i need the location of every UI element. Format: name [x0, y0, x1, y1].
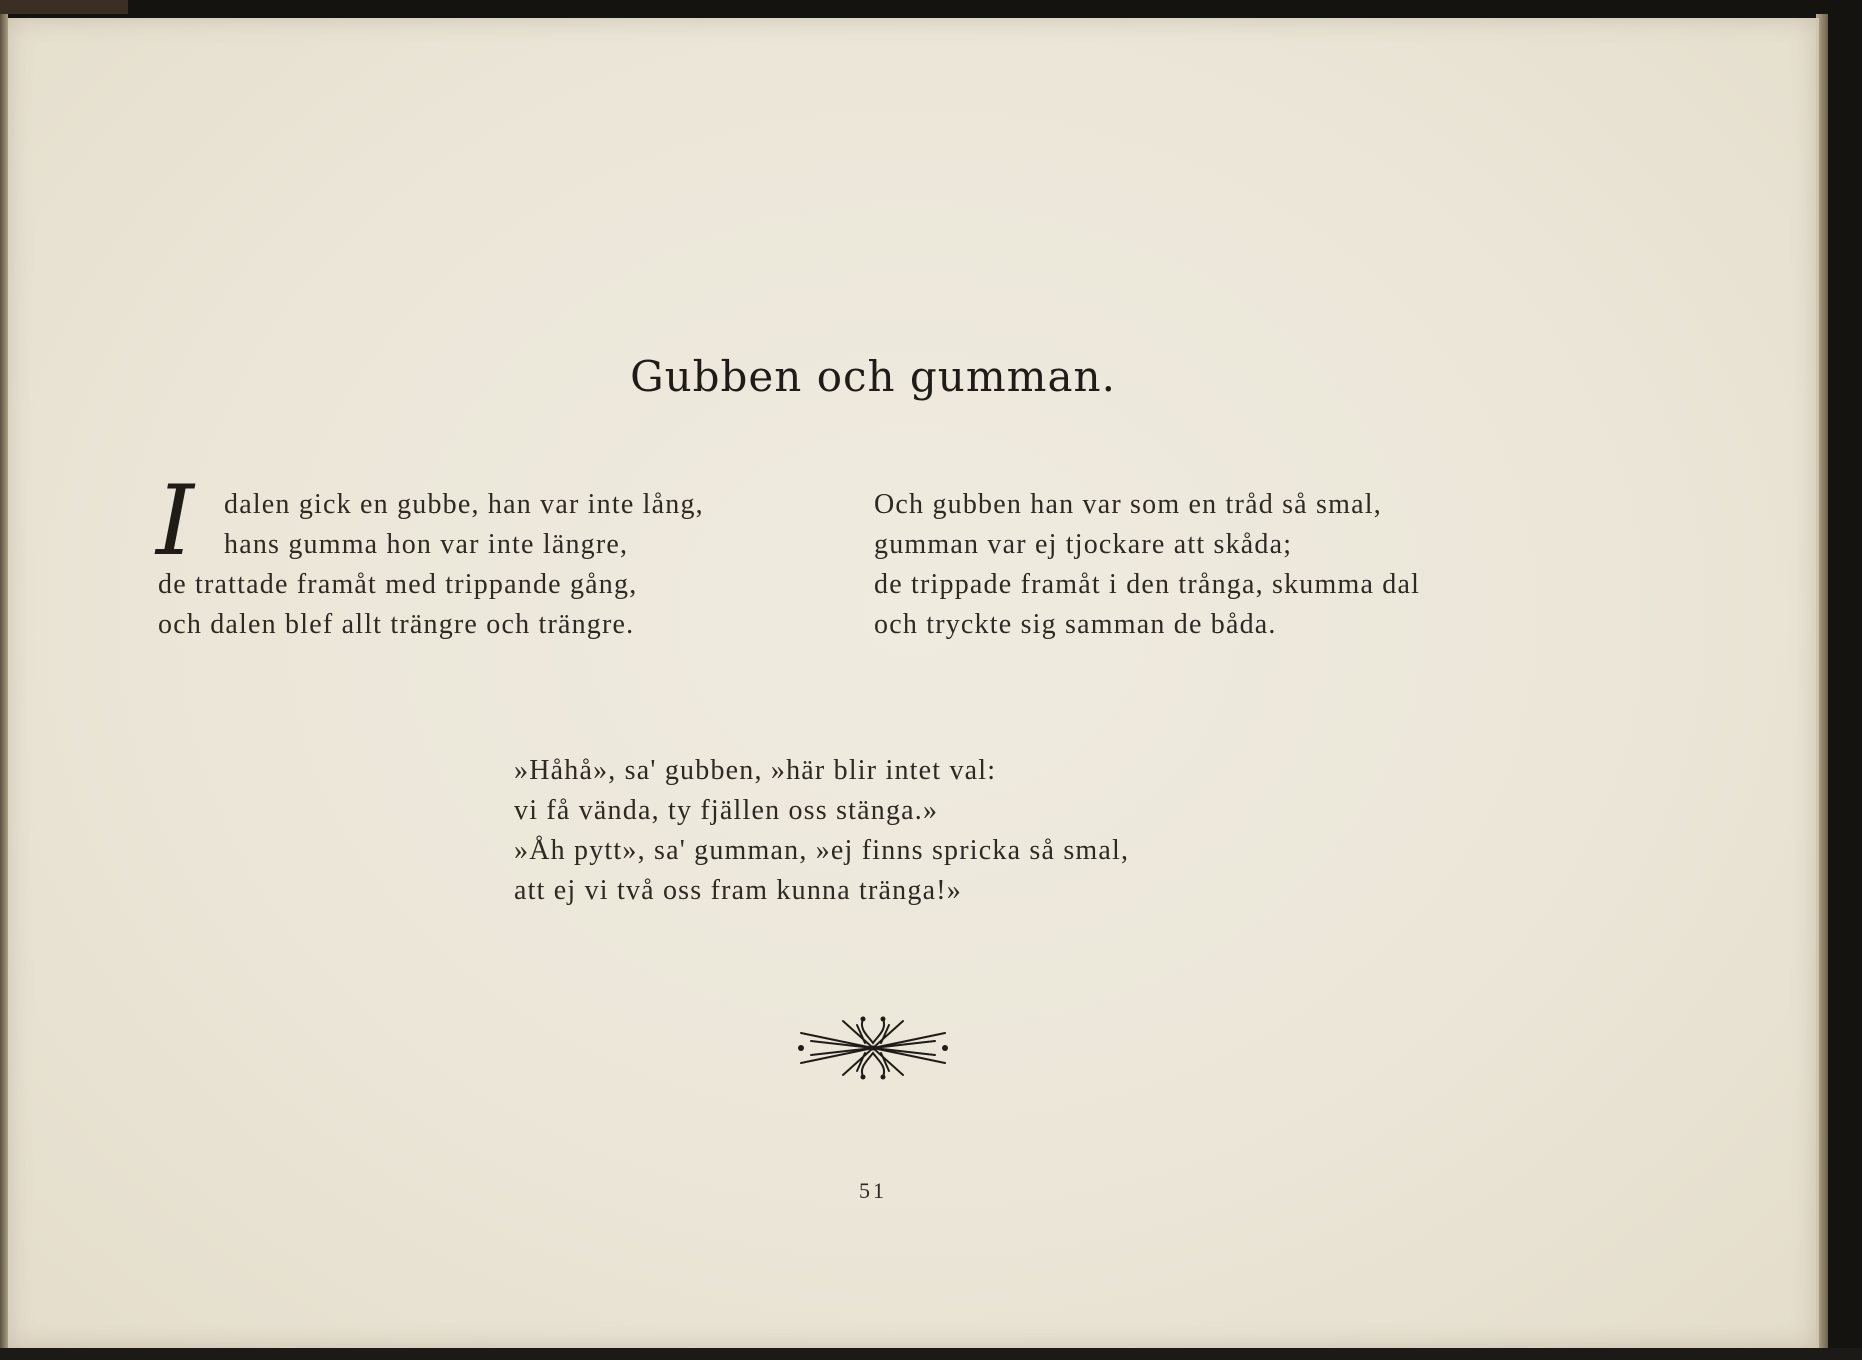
book-page: [8, 18, 1819, 1348]
drop-cap-initial: I: [156, 465, 196, 577]
stanza-3-line-4: att ej vi två oss fram kunna tränga!»: [514, 875, 962, 906]
stanza-2-line-1: Och gubben han var som en tråd så smal,: [874, 489, 1382, 520]
scan-bottom-edge: [0, 1348, 1862, 1360]
stanza-3-line-3: »Åh pytt», sa' gumman, »ej finns spricka så smal,: [514, 835, 1130, 866]
page-number: 51: [859, 1178, 887, 1203]
stanza-2-line-4: och tryckte sig samman de båda.: [874, 609, 1277, 640]
stanza-2-line-2: gumman var ej tjockare att skåda;: [874, 529, 1293, 560]
stanza-2: [874, 485, 1420, 645]
fleuron-ornament-icon: [793, 1013, 953, 1083]
page-left-edge: [0, 14, 8, 1352]
stanza-2-line-3: de trippade framåt i den trånga, skumma dal: [874, 569, 1421, 600]
stanza-3: [514, 751, 1129, 911]
binding-tab: [0, 0, 128, 14]
stanza-1-line-4: och dalen blef allt trängre och trängre.: [158, 609, 635, 640]
poem-title: Gubben och gumman.: [630, 352, 1116, 401]
stanza-1: [156, 465, 704, 645]
stanza-3-line-1: »Håhå», sa' gubben, »här blir intet val:: [514, 755, 997, 786]
stanza-1-line-2: hans gumma hon var inte längre,: [224, 529, 629, 560]
stanza-1-line-3: de trattade framåt med trippande gång,: [158, 569, 638, 600]
stanza-1-line-1: dalen gick en gubbe, han var inte lång,: [224, 489, 704, 520]
stanza-3-line-2: vi få vända, ty fjällen oss stänga.»: [514, 795, 939, 826]
